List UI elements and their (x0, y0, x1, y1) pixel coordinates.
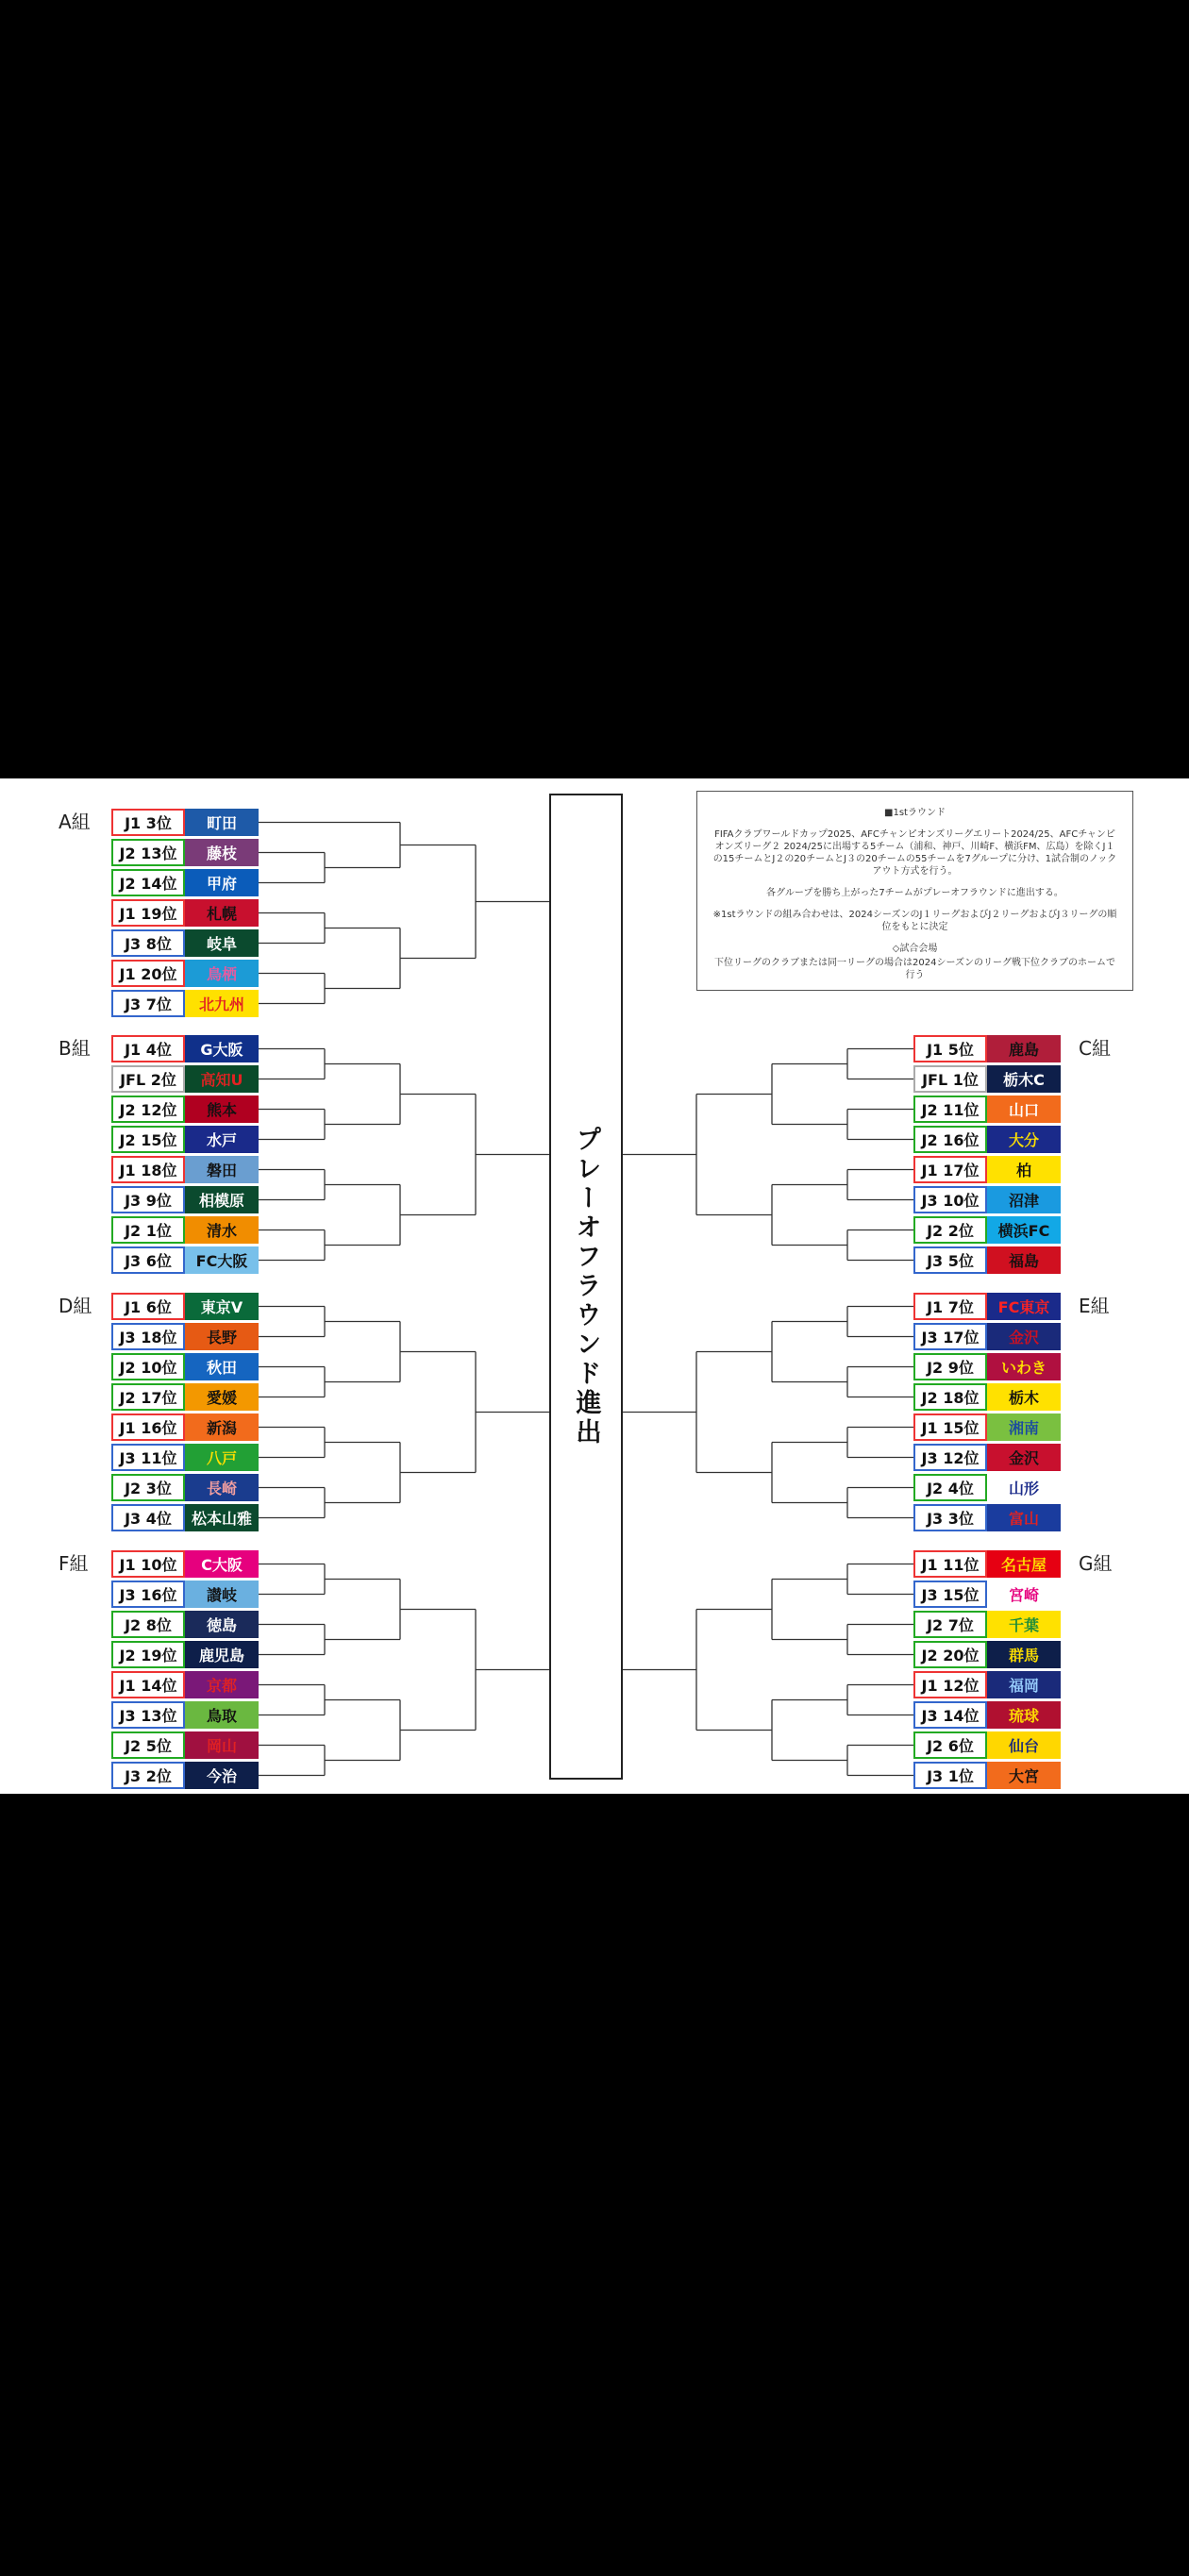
team-club: 愛媛 (185, 1383, 259, 1411)
group-label: B組 (59, 1037, 91, 1060)
rules-notes (696, 791, 1133, 991)
team-club: 松本山雅 (185, 1504, 259, 1531)
team-rank: J3 18位 (111, 1323, 185, 1350)
team-club: 宮崎 (987, 1581, 1061, 1608)
team-club: 千葉 (987, 1611, 1061, 1638)
team-rank: J2 19位 (111, 1641, 185, 1668)
team-club: 新潟 (185, 1413, 259, 1441)
team-club: 福島 (987, 1246, 1061, 1274)
team-rank: J2 8位 (111, 1611, 185, 1638)
team-club: 鳥栖 (185, 960, 259, 987)
team-club: FC東京 (987, 1293, 1061, 1320)
team-club: 相模原 (185, 1186, 259, 1213)
team-rank: J1 10位 (111, 1550, 185, 1578)
team-rank: J1 11位 (913, 1550, 987, 1578)
notes-heading: ■1stラウンド (884, 808, 946, 818)
notes-paragraph: ◇試合会場 (892, 944, 938, 954)
team-club: 北九州 (185, 990, 259, 1017)
team-rank: J1 15位 (913, 1413, 987, 1441)
team-club: 金沢 (987, 1444, 1061, 1471)
team-club: 長崎 (185, 1474, 259, 1501)
team-club: 清水 (185, 1216, 259, 1244)
team-rank: J3 14位 (913, 1701, 987, 1729)
team-rank: J3 3位 (913, 1504, 987, 1531)
team-rank: J2 13位 (111, 839, 185, 866)
group-label: D組 (59, 1295, 92, 1317)
team-rank: J3 12位 (913, 1444, 987, 1471)
team-club: 東京V (185, 1293, 259, 1320)
team-club: 札幌 (185, 899, 259, 927)
team-club: 群馬 (987, 1641, 1061, 1668)
team-club: 栃木 (987, 1383, 1061, 1411)
team-rank: J2 9位 (913, 1353, 987, 1380)
team-rank: J3 4位 (111, 1504, 185, 1531)
team-rank: J1 12位 (913, 1671, 987, 1698)
group-label: E組 (1079, 1295, 1110, 1317)
team-rank: J3 11位 (111, 1444, 185, 1471)
team-rank: J3 16位 (111, 1581, 185, 1608)
team-club: 沼津 (987, 1186, 1061, 1213)
team-rank: J2 18位 (913, 1383, 987, 1411)
team-rank: J1 17位 (913, 1156, 987, 1183)
team-club: 鳥取 (185, 1701, 259, 1729)
team-club: いわき (987, 1353, 1061, 1380)
playoff-round-box (549, 794, 623, 1780)
team-rank: J3 8位 (111, 929, 185, 957)
team-rank: J2 3位 (111, 1474, 185, 1501)
team-rank: J1 14位 (111, 1671, 185, 1698)
team-club: 鹿児島 (185, 1641, 259, 1668)
team-rank: J3 5位 (913, 1246, 987, 1274)
team-rank: J1 6位 (111, 1293, 185, 1320)
team-rank: J2 16位 (913, 1126, 987, 1153)
bracket-sheet (0, 778, 1189, 1794)
team-club: 大分 (987, 1126, 1061, 1153)
team-club: 福岡 (987, 1671, 1061, 1698)
team-club: 柏 (987, 1156, 1061, 1183)
team-rank: J2 7位 (913, 1611, 987, 1638)
team-club: 琉球 (987, 1701, 1061, 1729)
team-club: 磐田 (185, 1156, 259, 1183)
team-rank: J2 17位 (111, 1383, 185, 1411)
team-club: 岐阜 (185, 929, 259, 957)
team-rank: J3 9位 (111, 1186, 185, 1213)
team-rank: J2 10位 (111, 1353, 185, 1380)
team-rank: J2 12位 (111, 1096, 185, 1123)
team-club: 鹿島 (987, 1035, 1061, 1062)
team-club: 岡山 (185, 1731, 259, 1759)
team-rank: J3 6位 (111, 1246, 185, 1274)
team-rank: J3 13位 (111, 1701, 185, 1729)
group-label: A組 (59, 811, 91, 833)
team-club: 金沢 (987, 1323, 1061, 1350)
team-club: 京都 (185, 1671, 259, 1698)
team-rank: J2 1位 (111, 1216, 185, 1244)
notes-paragraph: ※1stラウンドの組み合わせは、2024シーズンのJ１リーグおよびJ２リーグおよびJ３リーグの順位をもとに決定 (712, 910, 1117, 932)
team-club: 讃岐 (185, 1581, 259, 1608)
group-label: F組 (59, 1552, 89, 1575)
team-rank: J2 14位 (111, 869, 185, 896)
team-rank: J1 3位 (111, 809, 185, 836)
team-club: C大阪 (185, 1550, 259, 1578)
playoff-round-label: プレーオフラウンド進出 (571, 1126, 601, 1447)
group-label: G組 (1079, 1552, 1113, 1575)
team-rank: J2 15位 (111, 1126, 185, 1153)
team-rank: JFL 2位 (111, 1065, 185, 1093)
team-club: 水戸 (185, 1126, 259, 1153)
team-club: 富山 (987, 1504, 1061, 1531)
team-rank: J1 16位 (111, 1413, 185, 1441)
team-club: 仙台 (987, 1731, 1061, 1759)
team-club: 町田 (185, 809, 259, 836)
team-rank: J2 2位 (913, 1216, 987, 1244)
team-rank: J2 6位 (913, 1731, 987, 1759)
team-rank: J1 18位 (111, 1156, 185, 1183)
team-club: 徳島 (185, 1611, 259, 1638)
team-rank: J1 20位 (111, 960, 185, 987)
team-club: 藤枝 (185, 839, 259, 866)
team-rank: J3 10位 (913, 1186, 987, 1213)
team-club: 山形 (987, 1474, 1061, 1501)
team-club: 八戸 (185, 1444, 259, 1471)
team-club: 熊本 (185, 1096, 259, 1123)
team-club: 大宮 (987, 1762, 1061, 1789)
team-rank: JFL 1位 (913, 1065, 987, 1093)
team-club: 湘南 (987, 1413, 1061, 1441)
team-club: 今治 (185, 1762, 259, 1789)
team-rank: J3 15位 (913, 1581, 987, 1608)
team-rank: J2 5位 (111, 1731, 185, 1759)
group-label: C組 (1079, 1037, 1111, 1060)
team-club: 高知U (185, 1065, 259, 1093)
team-rank: J1 19位 (111, 899, 185, 927)
team-club: 横浜FC (987, 1216, 1061, 1244)
team-rank: J3 2位 (111, 1762, 185, 1789)
team-club: 秋田 (185, 1353, 259, 1380)
team-club: 栃木C (987, 1065, 1061, 1093)
team-club: 山口 (987, 1096, 1061, 1123)
notes-paragraph: FIFAクラブワールドカップ2025、AFCチャンピオンズリーグエリート2024/25、AFCチャンピオンズリーグ２ 2024/25に出場する5チーム（浦和、神戸、川崎F、横浜FM、広島）を除くJ１の15チームとJ２の20チームとJ３の20チームの55チームを7グループに分け、1試合制のノックアウト方式を行う。 (712, 829, 1117, 877)
team-rank: J2 11位 (913, 1096, 987, 1123)
team-rank: J2 20位 (913, 1641, 987, 1668)
team-club: 甲府 (185, 869, 259, 896)
team-rank: J1 5位 (913, 1035, 987, 1062)
team-club: FC大阪 (185, 1246, 259, 1274)
team-rank: J1 7位 (913, 1293, 987, 1320)
notes-paragraph: 各グループを勝ち上がった7チームがプレーオフラウンドに進出する。 (766, 888, 1063, 898)
team-rank: J2 4位 (913, 1474, 987, 1501)
team-rank: J3 7位 (111, 990, 185, 1017)
team-club: 長野 (185, 1323, 259, 1350)
team-club: G大阪 (185, 1035, 259, 1062)
team-rank: J3 17位 (913, 1323, 987, 1350)
team-rank: J1 4位 (111, 1035, 185, 1062)
notes-paragraph: 下位リーグのクラブまたは同一リーグの場合は2024シーズンのリーグ戦下位クラブのホームで行う (714, 958, 1115, 980)
team-club: 名古屋 (987, 1550, 1061, 1578)
team-rank: J3 1位 (913, 1762, 987, 1789)
